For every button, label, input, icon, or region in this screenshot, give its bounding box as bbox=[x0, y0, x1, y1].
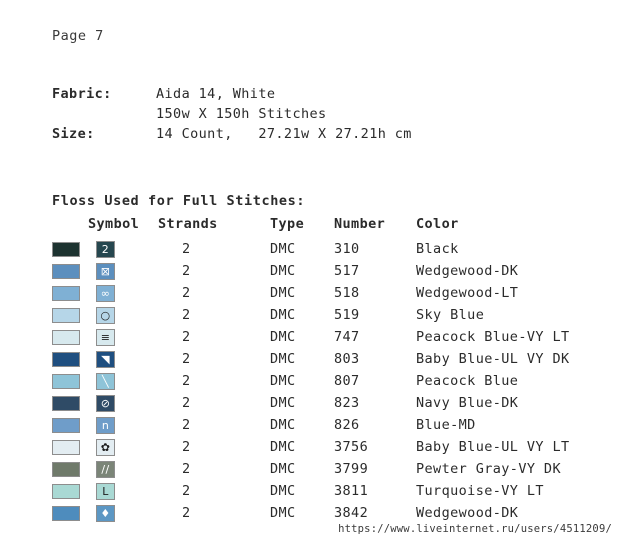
color-swatch bbox=[52, 264, 80, 279]
color-swatch bbox=[52, 352, 80, 367]
cell-color: Wedgewood-LT bbox=[416, 285, 519, 301]
cell-symbol bbox=[88, 326, 154, 348]
cell-type: DMC bbox=[270, 461, 296, 477]
cell-type: DMC bbox=[270, 417, 296, 433]
stitch-symbol-icon: ⊠ bbox=[96, 263, 115, 280]
info-value: 150w X 150h Stitches bbox=[156, 106, 327, 122]
table-row bbox=[52, 260, 636, 282]
cell-number: 3811 bbox=[334, 483, 369, 499]
cell-color: Navy Blue-DK bbox=[416, 395, 519, 411]
cell-number: 518 bbox=[334, 285, 360, 301]
cell-strands: 2 bbox=[182, 263, 191, 279]
cell-swatch bbox=[52, 480, 88, 502]
stitch-symbol-icon: ○ bbox=[96, 307, 115, 324]
cell-strands: 2 bbox=[182, 461, 191, 477]
cell-number: 823 bbox=[334, 395, 360, 411]
cell-strands: 2 bbox=[182, 417, 191, 433]
stitch-symbol-icon: n bbox=[96, 417, 115, 434]
cell-number: 519 bbox=[334, 307, 360, 323]
cell-color: Peacock Blue-VY LT bbox=[416, 329, 570, 345]
cell-strands: 2 bbox=[182, 241, 191, 257]
cell-swatch bbox=[52, 326, 88, 348]
table-header-row bbox=[52, 216, 636, 238]
cell-type: DMC bbox=[270, 395, 296, 411]
cell-type: DMC bbox=[270, 483, 296, 499]
cell-swatch bbox=[52, 304, 88, 326]
source-url: https://www.liveinternet.ru/users/4511209/ bbox=[338, 523, 612, 535]
table-row bbox=[52, 326, 636, 348]
cell-swatch bbox=[52, 238, 88, 260]
color-swatch bbox=[52, 374, 80, 389]
table-body bbox=[52, 238, 636, 524]
cell-type: DMC bbox=[270, 285, 296, 301]
floss-table bbox=[52, 216, 636, 524]
column-header-symbol: Symbol bbox=[88, 216, 140, 232]
column-header-number: Number bbox=[334, 216, 386, 232]
cell-swatch bbox=[52, 392, 88, 414]
cell-swatch bbox=[52, 348, 88, 370]
cell-symbol bbox=[88, 304, 154, 326]
cell-strands: 2 bbox=[182, 285, 191, 301]
table-row bbox=[52, 458, 636, 480]
table-row bbox=[52, 348, 636, 370]
cell-swatch bbox=[52, 260, 88, 282]
cell-strands: 2 bbox=[182, 483, 191, 499]
cell-symbol bbox=[88, 282, 154, 304]
cell-type: DMC bbox=[270, 505, 296, 521]
cell-color: Baby Blue-UL VY LT bbox=[416, 439, 570, 455]
stitch-symbol-icon: ≡ bbox=[96, 329, 115, 346]
table-row bbox=[52, 480, 636, 502]
cell-type: DMC bbox=[270, 307, 296, 323]
cell-number: 826 bbox=[334, 417, 360, 433]
column-header-swatch bbox=[52, 216, 88, 238]
stitch-symbol-icon: // bbox=[96, 461, 115, 478]
cell-number: 3756 bbox=[334, 439, 369, 455]
cell-strands: 2 bbox=[182, 395, 191, 411]
cell-strands: 2 bbox=[182, 329, 191, 345]
table-row bbox=[52, 414, 636, 436]
cell-swatch bbox=[52, 436, 88, 458]
table-row bbox=[52, 436, 636, 458]
color-swatch bbox=[52, 440, 80, 455]
cell-symbol bbox=[88, 458, 154, 480]
cell-symbol bbox=[88, 260, 154, 282]
section-title: Floss Used for Full Stitches: bbox=[52, 193, 306, 209]
color-swatch bbox=[52, 330, 80, 345]
column-header-strands: Strands bbox=[158, 216, 218, 232]
cell-symbol bbox=[88, 436, 154, 458]
cell-color: Turquoise-VY LT bbox=[416, 483, 544, 499]
table-row bbox=[52, 392, 636, 414]
cell-swatch bbox=[52, 458, 88, 480]
cell-type: DMC bbox=[270, 373, 296, 389]
cell-type: DMC bbox=[270, 439, 296, 455]
cell-strands: 2 bbox=[182, 439, 191, 455]
stitch-symbol-icon: ◥ bbox=[96, 351, 115, 368]
color-swatch bbox=[52, 396, 80, 411]
info-row bbox=[52, 104, 412, 124]
info-row bbox=[52, 124, 412, 144]
page-label: Page 7 bbox=[52, 28, 104, 44]
cell-swatch bbox=[52, 502, 88, 524]
cell-symbol bbox=[88, 348, 154, 370]
info-value: 14 Count, 27.21w X 27.21h cm bbox=[156, 126, 412, 142]
cell-color: Wedgewood-DK bbox=[416, 263, 519, 279]
stitch-symbol-icon: ♦ bbox=[96, 505, 115, 522]
cell-color: Wedgewood-DK bbox=[416, 505, 519, 521]
cell-swatch bbox=[52, 370, 88, 392]
cell-number: 3799 bbox=[334, 461, 369, 477]
color-swatch bbox=[52, 286, 80, 301]
column-header-type: Type bbox=[270, 216, 305, 232]
cell-number: 807 bbox=[334, 373, 360, 389]
stitch-symbol-icon: ∞ bbox=[96, 285, 115, 302]
cell-symbol bbox=[88, 502, 154, 524]
color-swatch bbox=[52, 418, 80, 433]
cell-strands: 2 bbox=[182, 505, 191, 521]
color-swatch bbox=[52, 506, 80, 521]
fabric-info-block bbox=[52, 84, 412, 144]
cell-strands: 2 bbox=[182, 351, 191, 367]
cell-color: Black bbox=[416, 241, 459, 257]
stitch-symbol-icon: ⊘ bbox=[96, 395, 115, 412]
cell-symbol bbox=[88, 480, 154, 502]
info-key: Size: bbox=[52, 126, 95, 142]
cell-number: 310 bbox=[334, 241, 360, 257]
info-row bbox=[52, 84, 412, 104]
table-row bbox=[52, 304, 636, 326]
cell-color: Baby Blue-UL VY DK bbox=[416, 351, 570, 367]
cell-symbol bbox=[88, 392, 154, 414]
cell-type: DMC bbox=[270, 329, 296, 345]
info-key: Fabric: bbox=[52, 86, 112, 102]
color-swatch bbox=[52, 308, 80, 323]
cell-symbol bbox=[88, 414, 154, 436]
color-swatch bbox=[52, 462, 80, 477]
table-row bbox=[52, 502, 636, 524]
cell-number: 747 bbox=[334, 329, 360, 345]
cell-swatch bbox=[52, 282, 88, 304]
table-row bbox=[52, 282, 636, 304]
cell-color: Blue-MD bbox=[416, 417, 476, 433]
color-swatch bbox=[52, 484, 80, 499]
color-swatch bbox=[52, 242, 80, 257]
cell-strands: 2 bbox=[182, 373, 191, 389]
cell-swatch bbox=[52, 414, 88, 436]
cell-number: 803 bbox=[334, 351, 360, 367]
stitch-symbol-icon: 2 bbox=[96, 241, 115, 258]
cell-type: DMC bbox=[270, 263, 296, 279]
cell-color: Sky Blue bbox=[416, 307, 485, 323]
stitch-symbol-icon: ✿ bbox=[96, 439, 115, 456]
cell-color: Peacock Blue bbox=[416, 373, 519, 389]
column-header-color: Color bbox=[416, 216, 459, 232]
cell-type: DMC bbox=[270, 351, 296, 367]
info-value: Aida 14, White bbox=[156, 86, 276, 102]
table-row bbox=[52, 370, 636, 392]
stitch-symbol-icon: L bbox=[96, 483, 115, 500]
cell-symbol bbox=[88, 370, 154, 392]
cell-strands: 2 bbox=[182, 307, 191, 323]
cell-symbol bbox=[88, 238, 154, 260]
cell-type: DMC bbox=[270, 241, 296, 257]
cell-color: Pewter Gray-VY DK bbox=[416, 461, 561, 477]
cell-number: 3842 bbox=[334, 505, 369, 521]
cell-number: 517 bbox=[334, 263, 360, 279]
table-row bbox=[52, 238, 636, 260]
stitch-symbol-icon: ╲ bbox=[96, 373, 115, 390]
